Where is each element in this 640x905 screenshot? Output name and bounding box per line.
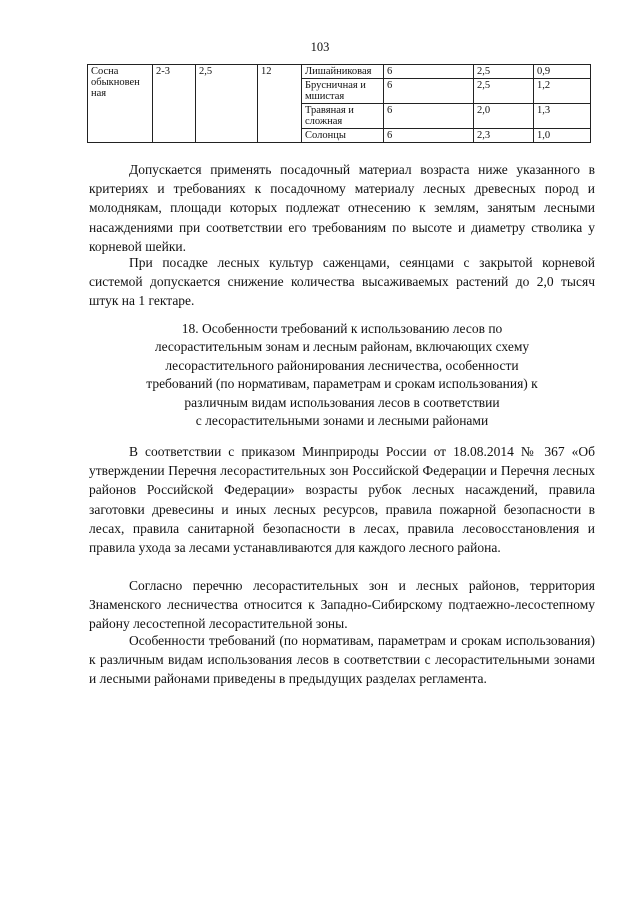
count-cell: 6: [384, 79, 474, 104]
height-cell: 2,5: [196, 65, 258, 143]
min-cell: 1,3: [534, 104, 591, 129]
years-cell: 12: [258, 65, 302, 143]
forest-type-cell: Лишайниковая: [302, 65, 384, 79]
age-range-cell: 2-3: [153, 65, 196, 143]
diameter-cell: 2,0: [474, 104, 534, 129]
stand-table: [87, 64, 591, 143]
heading-line: требований (по нормативам, параметрам и срокам использования) к: [146, 376, 538, 392]
count-cell: 6: [384, 129, 474, 143]
heading-line: лесорастительного районирования лесничества, особенности: [165, 357, 519, 373]
table-row: [88, 65, 591, 79]
min-cell: 0,9: [534, 65, 591, 79]
count-cell: 6: [384, 104, 474, 129]
diameter-cell: 2,5: [474, 79, 534, 104]
paragraph-seedlings: При посадке лесных культур саженцами, сеянцами с закрытой корневой системой допускается снижение количества высаживаемых растений до 2,0 тысяч штук на 1 гектаре.: [89, 255, 595, 309]
page-number: 103: [310, 40, 330, 54]
diameter-cell: 2,3: [474, 129, 534, 143]
count-cell: 6: [384, 65, 474, 79]
heading-line: лесорастительным зонам и лесным районам, включающих схему: [154, 339, 530, 355]
paragraph-zones: Согласно перечню лесорастительных зон и лесных районов, территория Знаменского лесничества относится к Западно-Сибирскому подтаежно-лесостепному району лесостепной лесорастительной зоны.: [89, 578, 595, 632]
diameter-cell: 2,5: [474, 65, 534, 79]
section-heading: [89, 320, 595, 430]
heading-line: различным видам использования лесов в соответствии: [184, 394, 500, 410]
species-cell: Сосна обыкновен ная: [88, 65, 153, 143]
forest-type-cell: Брусничная и мшистая: [302, 79, 384, 104]
heading-line: 18. Особенности требований к использованию лесов по: [181, 321, 503, 336]
paragraph-order: В соответствии с приказом Минприроды России от 18.08.2014 № 367 «Об утверждении Перечня лесорастительных зон Российской Федерации и Перечня лесных районов Российской Федерации» возрасты рубок лесных насаждений, правила заготовки древесины и иных лесных ресурсов, правила пожарной безопасности в лесах, правила санитарной безопасности в лесах, правила лесовосстановления и правила ухода за лесами устанавливаются для каждого лесного района.: [89, 444, 595, 556]
min-cell: 1,2: [534, 79, 591, 104]
paragraph-requirements: Особенности требований (по нормативам, параметрам и срокам использования) к различным видам использования лесов в соответствии с лесорастительными зонами и лесными районами приведены в предыдущих разделах регламента.: [89, 633, 595, 687]
min-cell: 1,0: [534, 129, 591, 143]
paragraph-planting-material: Допускается применять посадочный материал возраста ниже указанного в критериях и требованиях к посадочному материалу лесных древесных пород и молоднякам, площади которых подлежат отнесению к землям, занятым лесными насаждениями при соответствии его требованиям по высоте и диаметру стволика у корневой шейки.: [89, 162, 595, 254]
heading-line: с лесорастительными зонами и лесными районами: [195, 413, 489, 429]
forest-type-cell: Солонцы: [302, 129, 384, 143]
forest-type-cell: Травяная и сложная: [302, 104, 384, 129]
